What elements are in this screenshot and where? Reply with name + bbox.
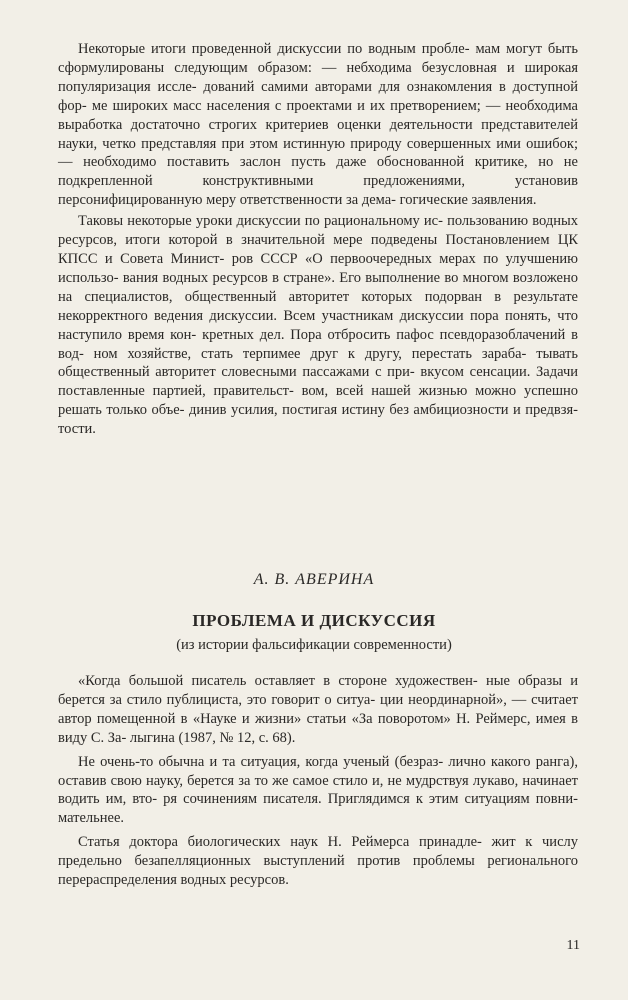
page-number: 11	[566, 938, 580, 953]
previous-article-conclusion	[58, 40, 578, 439]
conclusion-paragraph-2: Таковы некоторые уроки дискуссии по рациональному ис- пользованию водных ресурсов, итоги которой в значительной мере подведены Постановлением ЦК КПСС и Совета Минист- ров СССР «О первоочередных мерах по улучшению использо- вания водных ресурсов в стране». Его выполнение во многом возложено на специалистов, общественный авторитет которых подорван в результате некорректного ведения дискуссии. Всем участникам дискуссии пора понять, что наступило время кон- кретных дел. Пора отбросить пафос псевдоразоблачений в вод- ном хозяйстве, стать терпимее друг к другу, перестать зараба- тывать общественный авторитет словесными пассажами с при- вкусом сенсации. Задачи поставленные партией, правительст- вом, всей нашей жизнью можно успешно решать только объе- динив усилия, постигая истину без амбициозности и предвзя- тости.	[58, 213, 578, 438]
conclusion-paragraph-1: Некоторые итоги проведенной дискуссии по водным пробле- мам могут быть сформулированы следующим образом: — небходима безусловная и широкая популяризация иссле- дований самими авторами для ознакомления в доступной фор- ме широких масс населения с проектами и их претворением; — необходима выработка достаточно строгих критериев оценки деятельности представителей науки, четко представляя при этом истинную природу совершенных ими ошибок; — необходимо поставить заслон пусть даже обоснованной критике, но не подкрепленной конструктивными предложениями, установив персонифицированную меру ответственности за дема- гогические заявления.	[58, 41, 578, 209]
article-paragraph-2: Не очень-то обычна и та ситуация, когда ученый (безраз- лично какого ранга), оставив свою науку, берется за то же самое стило и, не мудрствуя лукаво, начинает водить им, вто- ря сочинениям писателя. Приглядимся к этим ситуациям повни- мательнее.	[58, 753, 578, 827]
article-author: А. В. АВЕРИНА	[253, 571, 375, 588]
article-body	[58, 672, 578, 895]
article-title: ПРОБЛЕМА И ДИСКУССИЯ	[192, 611, 436, 630]
article-subtitle: (из истории фальсификации современности)	[176, 637, 452, 653]
article-paragraph-3: Статья доктора биологических наук Н. Реймерса принадле- жит к числу предельно безапелляционных выступлений против проблемы регионального перераспределения водных ресурсов.	[58, 834, 578, 889]
article-paragraph-1: «Когда большой писатель оставляет в стороне художествен- ные образы и берется за стило публициста, это говорит о ситуа- ции неординарной», — считает автор помещенной в «Науке и жизни» статьи «За поворотом» Н. Реймерс, имея в виду С. За- лыгина (1987, № 12, с. 68).	[58, 673, 578, 746]
